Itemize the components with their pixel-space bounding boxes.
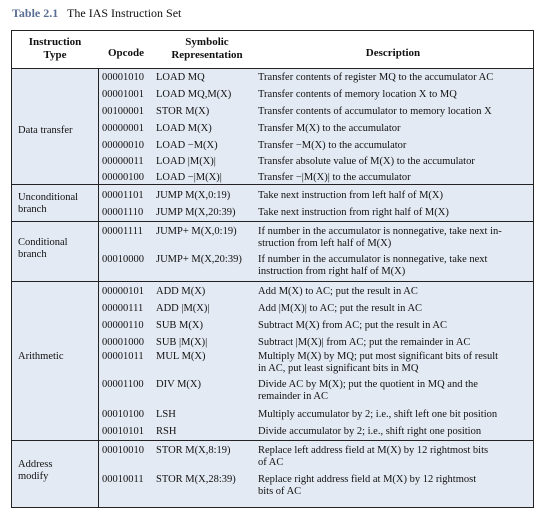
type-line: modify [18, 471, 49, 482]
description-line: remainder in AC [258, 391, 328, 402]
description-cell [258, 320, 528, 332]
description-line: Take next instruction from left half of M(X) [258, 190, 444, 201]
opcode-cell: 00000100 [102, 172, 144, 183]
description-line: bits of AC [258, 486, 302, 497]
description-cell [258, 379, 528, 403]
header-instruction-type [14, 36, 96, 62]
description-line: instruction from right half of M(X) [258, 266, 406, 277]
description-cell [258, 106, 528, 118]
header-type-line1: Instruction [28, 36, 82, 48]
opcode-cell: 00001011 [102, 351, 144, 362]
symbolic-cell: SUB M(X) [156, 320, 203, 331]
description-cell [258, 123, 528, 135]
description-cell [258, 303, 528, 315]
opcode-cell: 00000011 [102, 156, 144, 167]
symbolic-cell: JUMP M(X,0:19) [156, 190, 231, 201]
symbolic-cell: MUL M(X) [156, 351, 206, 362]
description-cell [258, 140, 528, 152]
opcode-cell: 00001110 [102, 207, 144, 218]
symbolic-cell: STOR M(X,8:19) [156, 445, 231, 456]
instruction-table [11, 30, 534, 508]
description-line: Transfer absolute value of M(X) to the accumulator [258, 156, 475, 167]
description-line: Add |M(X)| to AC; put the result in AC [258, 303, 423, 314]
description-line: Multiply accumulator by 2; i.e., shift left one bit position [258, 409, 498, 420]
description-line: Take next instruction from right half of M(X) [258, 207, 449, 218]
description-cell [258, 426, 528, 438]
symbolic-cell: LOAD −M(X) [156, 140, 218, 151]
opcode-cell: 00010010 [102, 445, 144, 456]
type-line: Unconditional [18, 192, 79, 203]
description-line: Add M(X) to AC; put the result in AC [258, 286, 418, 297]
opcode-cell: 00001001 [102, 89, 144, 100]
description-line: struction from left half of M(X) [258, 238, 392, 249]
description-cell [258, 207, 528, 219]
description-cell [258, 254, 528, 278]
type-line: Conditional [18, 237, 68, 248]
description-line: in AC, put least significant bits in MQ [258, 363, 419, 374]
symbolic-cell: ADD |M(X)| [156, 303, 210, 314]
opcode-cell: 00000101 [102, 286, 144, 297]
type-line: branch [18, 249, 47, 260]
description-line: Transfer contents of register MQ to the accumulator AC [258, 72, 494, 83]
opcode-cell: 00000010 [102, 140, 144, 151]
symbolic-cell: LOAD |M(X)| [156, 156, 216, 167]
description-line: Transfer −|M(X)| to the accumulator [258, 172, 411, 183]
description-cell [258, 286, 528, 298]
symbolic-cell: LOAD M(X) [156, 123, 212, 134]
header-type-line2: Type [43, 49, 67, 61]
opcode-cell: 00001101 [102, 190, 144, 201]
type-unconditional-branch [18, 192, 78, 216]
table-number: Table 2.1 [12, 6, 59, 20]
symbolic-cell: STOR M(X,28:39) [156, 474, 236, 485]
description-line: Divide AC by M(X); put the quotient in MQ and the [258, 379, 478, 390]
opcode-cell: 00001010 [102, 72, 144, 83]
opcode-cell: 00001000 [102, 337, 144, 348]
description-cell [258, 409, 528, 421]
header-opcode: Opcode [107, 47, 145, 59]
type-arithmetic: Arithmetic [18, 351, 64, 362]
description-line: If number in the accumulator is nonnegative, take next [258, 254, 488, 265]
opcode-cell: 00010100 [102, 409, 144, 420]
opcode-cell: 00001111 [102, 226, 143, 237]
description-line: Multiply M(X) by MQ; put most significant bits of result [258, 351, 499, 362]
group-separator [12, 440, 533, 441]
symbolic-cell: DIV M(X) [156, 379, 202, 390]
group-separator [12, 281, 533, 282]
description-line: Transfer M(X) to the accumulator [258, 123, 401, 134]
symbolic-cell: LSH [156, 409, 176, 420]
symbolic-cell: RSH [156, 426, 177, 437]
symbolic-cell: JUMP+ M(X,20:39) [156, 254, 242, 265]
description-line: of AC [258, 457, 284, 468]
description-cell [258, 89, 528, 101]
description-cell [258, 190, 528, 202]
description-line: Subtract |M(X)| from AC; put the remainder in AC [258, 337, 471, 348]
description-cell [258, 351, 528, 375]
table-caption [12, 6, 181, 21]
table-title: The IAS Instruction Set [67, 6, 182, 20]
description-line: Subtract M(X) from AC; put the result in AC [258, 320, 447, 331]
symbolic-cell: LOAD MQ [156, 72, 205, 83]
description-cell [258, 474, 528, 498]
group-separator [12, 184, 533, 185]
description-cell [258, 445, 528, 469]
type-address-modify [18, 459, 52, 483]
opcode-cell: 00010011 [102, 474, 144, 485]
symbolic-cell: SUB |M(X)| [156, 337, 208, 348]
description-line: Replace left address field at M(X) by 12 rightmost bits [258, 445, 489, 456]
type-column-divider [98, 69, 99, 507]
description-cell [258, 156, 528, 168]
opcode-cell: 00000111 [102, 303, 144, 314]
header-symbolic-line2: Representation [171, 49, 243, 61]
description-cell [258, 172, 528, 184]
description-line: Transfer contents of memory location X to MQ [258, 89, 457, 100]
description-line: Transfer −M(X) to the accumulator [258, 140, 407, 151]
description-cell [258, 72, 528, 84]
type-line: branch [18, 204, 47, 215]
opcode-cell: 00100001 [102, 106, 144, 117]
table-header [12, 31, 533, 69]
opcode-cell: 00000110 [102, 320, 144, 331]
symbolic-cell: ADD M(X) [156, 286, 206, 297]
description-line: Transfer contents of accumulator to memory location X [258, 106, 492, 117]
group-separator [12, 221, 533, 222]
type-conditional-branch [18, 237, 68, 261]
opcode-cell: 00001100 [102, 379, 144, 390]
symbolic-cell: LOAD −|M(X)| [156, 172, 222, 183]
opcode-cell: 00010101 [102, 426, 144, 437]
symbolic-cell: LOAD MQ,M(X) [156, 89, 232, 100]
type-data-transfer: Data transfer [18, 125, 73, 136]
opcode-cell: 00010000 [102, 254, 144, 265]
opcode-cell: 00000001 [102, 123, 144, 134]
description-cell [258, 337, 528, 349]
description-line: Divide accumulator by 2; i.e., shift right one position [258, 426, 482, 437]
type-line: Address [18, 459, 53, 470]
description-line: If number in the accumulator is nonnegative, take next in- [258, 226, 502, 237]
symbolic-cell: STOR M(X) [156, 106, 210, 117]
header-description: Description [365, 47, 421, 59]
header-symbolic-line1: Symbolic [185, 36, 229, 48]
description-line: Replace right address field at M(X) by 12 rightmost [258, 474, 477, 485]
description-cell [258, 226, 528, 250]
symbolic-cell: JUMP+ M(X,0:19) [156, 226, 237, 237]
header-symbolic [152, 36, 262, 62]
symbolic-cell: JUMP M(X,20:39) [156, 207, 236, 218]
